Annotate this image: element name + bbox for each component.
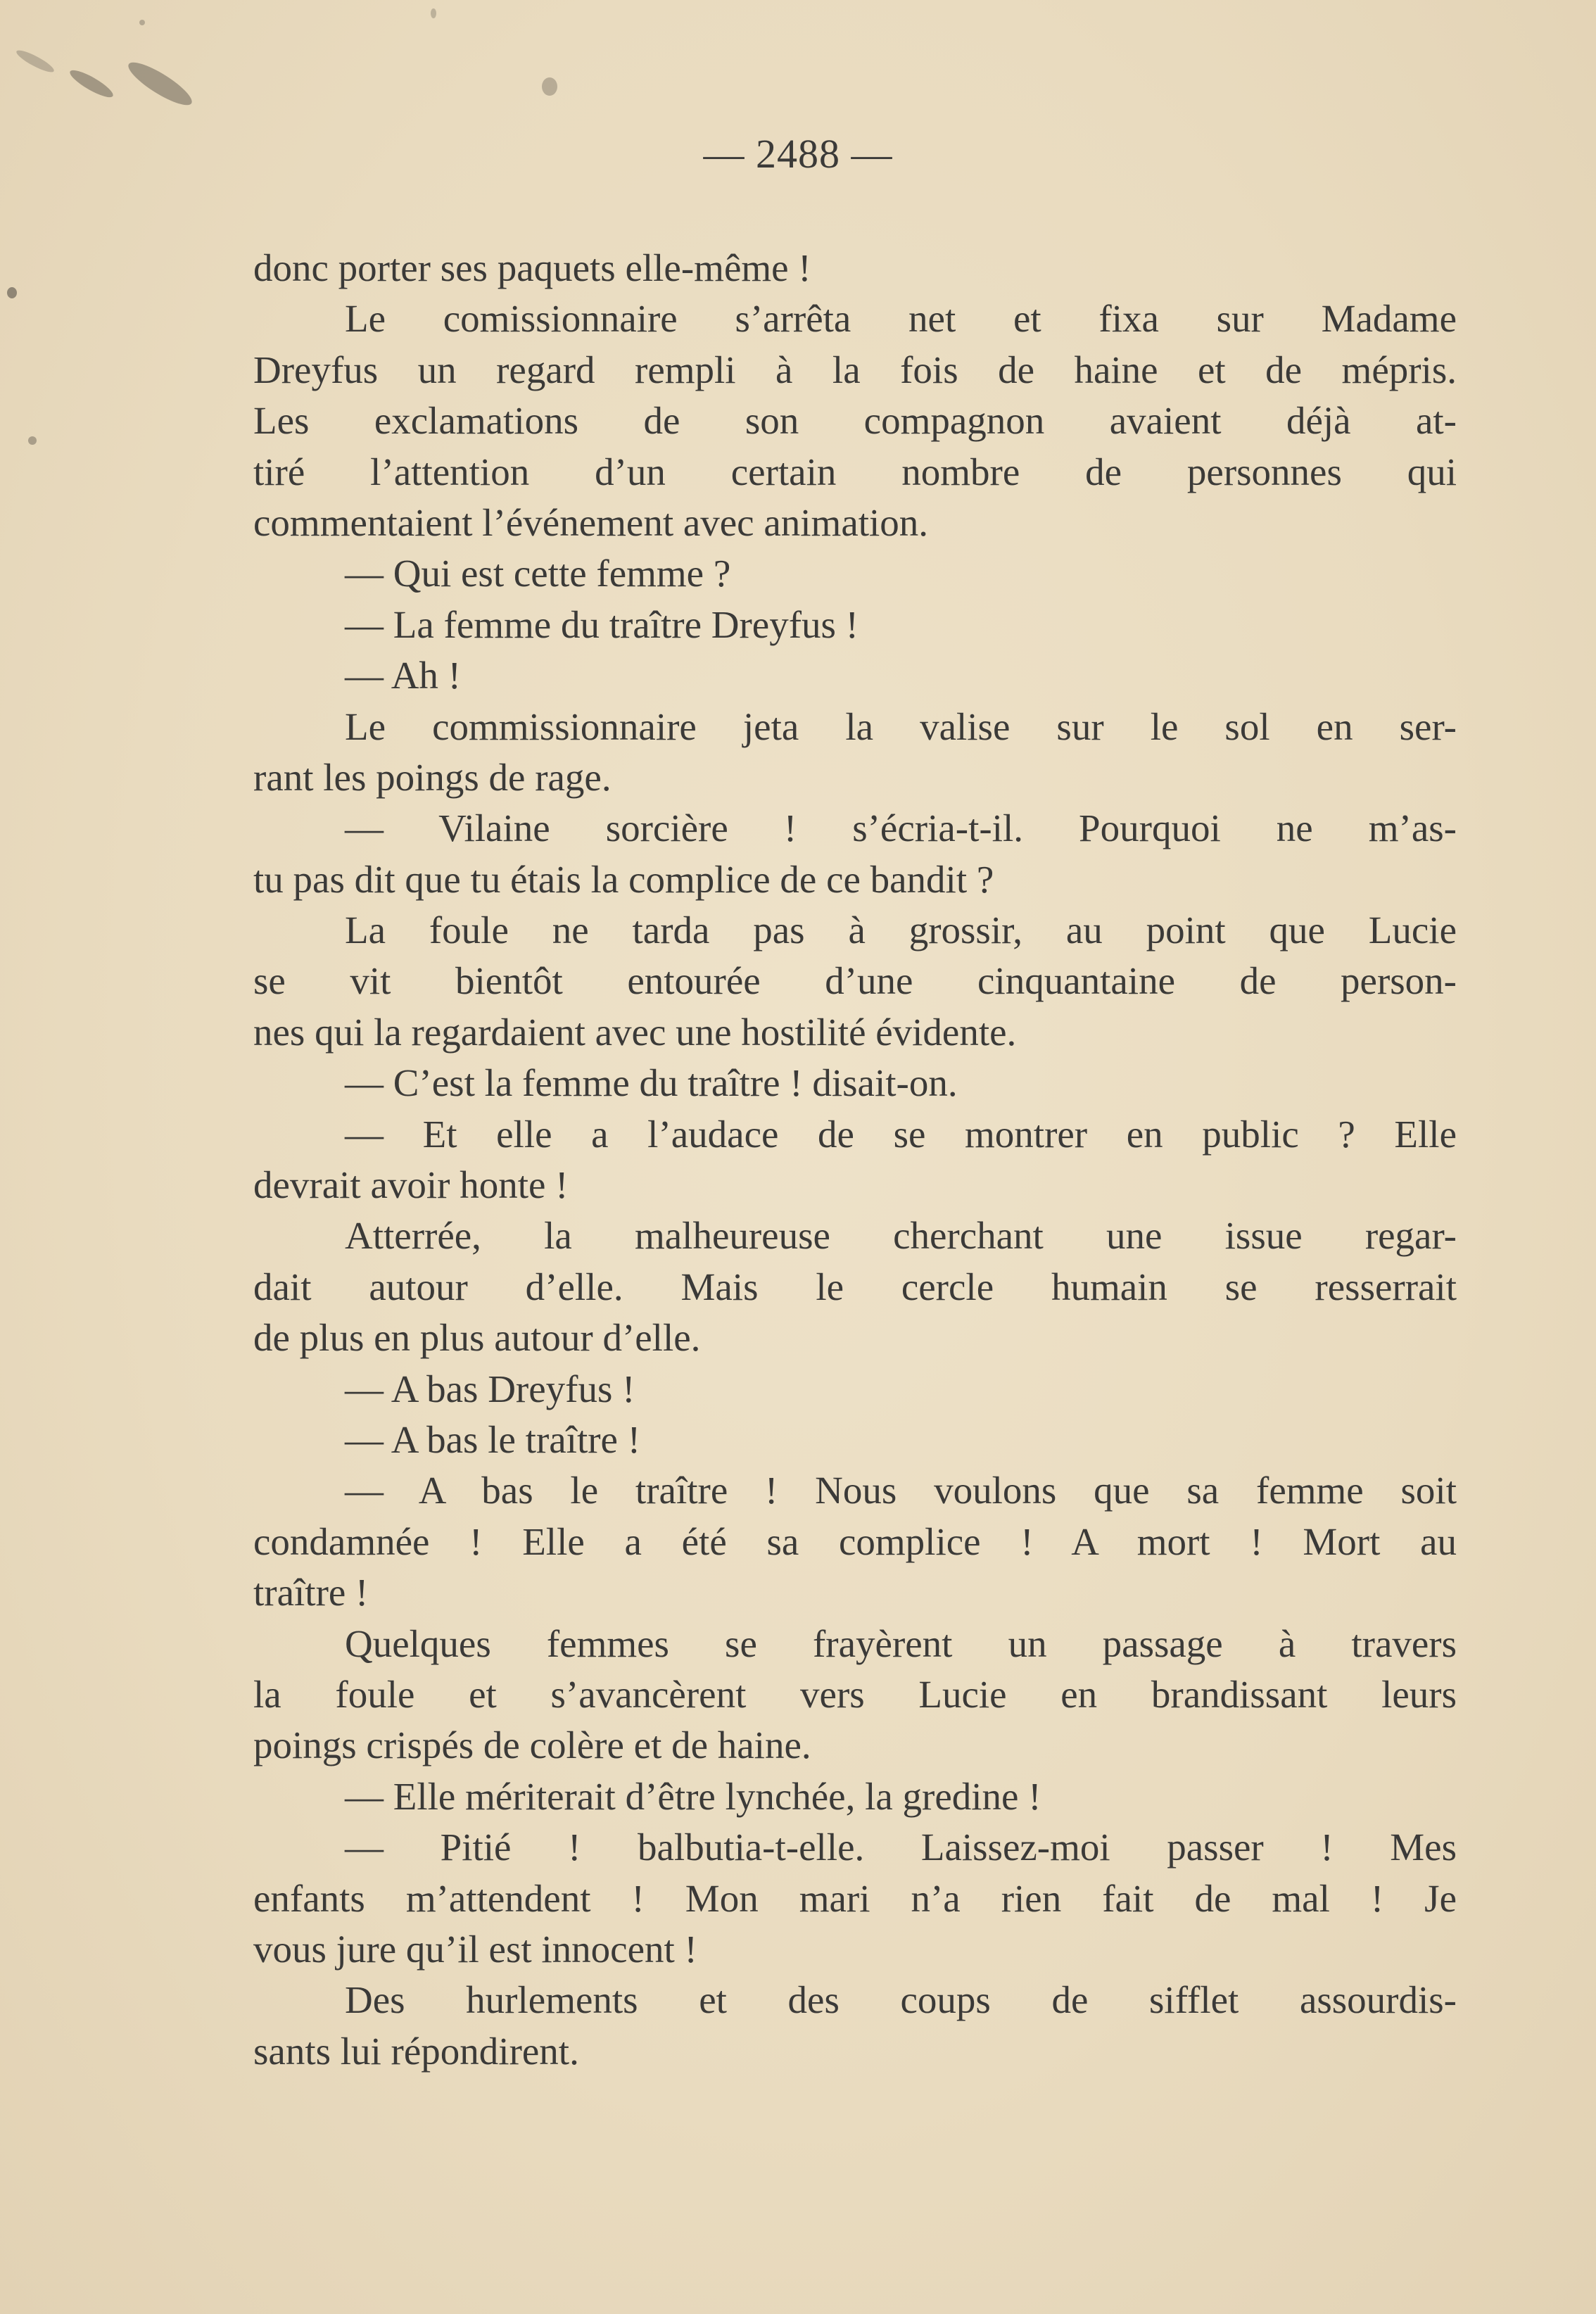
text-line: vous jure qu’il est innocent ! <box>253 1927 697 1971</box>
text-line: — A bas le traître ! Nous voulons que sa femme soit <box>345 1469 1457 1512</box>
text-line: la foule et s’avancèrent vers Lucie en brandissant leurs <box>253 1672 1457 1716</box>
ink-smudge <box>542 77 557 96</box>
text-line: poings crispés de colère et de haine. <box>253 1724 811 1767</box>
text-line: dait autour d’elle. Mais le cercle humain se resserrait <box>253 1265 1457 1308</box>
text-line: Le commissionnaire jeta la valise sur le sol en ser- <box>345 704 1457 748</box>
text-line: — C’est la femme du traître ! disait-on. <box>345 1061 958 1105</box>
ink-smudge <box>7 287 17 298</box>
text-line: traître ! <box>253 1571 369 1614</box>
ink-smudge <box>124 56 197 111</box>
ink-smudge <box>67 66 116 102</box>
ink-smudge <box>431 8 436 18</box>
text-line: nes qui la regardaient avec une hostilité évidente. <box>253 1010 1017 1054</box>
text-line: Des hurlements et des coups de sifflet assourdis- <box>345 1978 1457 2022</box>
text-line: tu pas dit que tu étais la complice de ce bandit ? <box>253 857 994 901</box>
text-line: — A bas le traître ! <box>345 1417 641 1461</box>
ink-smudge <box>28 436 37 445</box>
text-line: — La femme du traître Dreyfus ! <box>345 602 859 646</box>
text-line: Quelques femmes se frayèrent un passage à travers <box>345 1621 1457 1665</box>
text-line: — Et elle a l’audace de se montrer en public ? Elle <box>345 1112 1457 1156</box>
text-line: Dreyfus un regard rempli à la fois de haine et de mépris. <box>253 348 1457 391</box>
text-line: se vit bientôt entourée d’une cinquantaine de person- <box>253 959 1457 1003</box>
text-line: — Ah ! <box>345 654 461 697</box>
body-text <box>253 243 1457 2077</box>
text-line: devrait avoir honte ! <box>253 1163 569 1207</box>
text-line: tiré l’attention d’un certain nombre de personnes qui <box>253 450 1457 493</box>
text-line: Le comissionnaire s’arrêta net et fixa sur Madame <box>345 297 1457 341</box>
text-line: — Qui est cette femme ? <box>345 552 731 595</box>
ink-smudge <box>14 47 56 76</box>
text-line: — Vilaine sorcière ! s’écria-t-il. Pourquoi ne m’as- <box>345 807 1457 850</box>
text-line: — Pitié ! balbutia-t-elle. Laissez-moi passer ! Mes <box>345 1826 1457 1869</box>
text-line: commentaient l’événement avec animation. <box>253 500 929 544</box>
text-line: La foule ne tarda pas à grossir, au point que Lucie <box>345 909 1457 952</box>
text-line: de plus en plus autour d’elle. <box>253 1316 701 1360</box>
text-line: sants lui répondirent. <box>253 2029 579 2073</box>
text-line: enfants m’attendent ! Mon mari n’a rien fait de mal ! Je <box>253 1876 1457 1920</box>
text-line: rant les poings de rage. <box>253 755 612 799</box>
ink-smudge <box>139 20 145 25</box>
text-line: Les exclamations de son compagnon avaient déjà at- <box>253 399 1457 443</box>
text-line: Atterrée, la malheureuse cherchant une issue regar- <box>345 1214 1457 1258</box>
text-line: condamnée ! Elle a été sa complice ! A mort ! Mort au <box>253 1519 1457 1563</box>
text-line: — A bas Dreyfus ! <box>345 1367 635 1410</box>
text-line: — Elle mériterait d’être lynchée, la gredine ! <box>345 1774 1041 1818</box>
page-number: — 2488 — <box>703 131 893 177</box>
text-line: donc porter ses paquets elle-même ! <box>253 246 811 289</box>
